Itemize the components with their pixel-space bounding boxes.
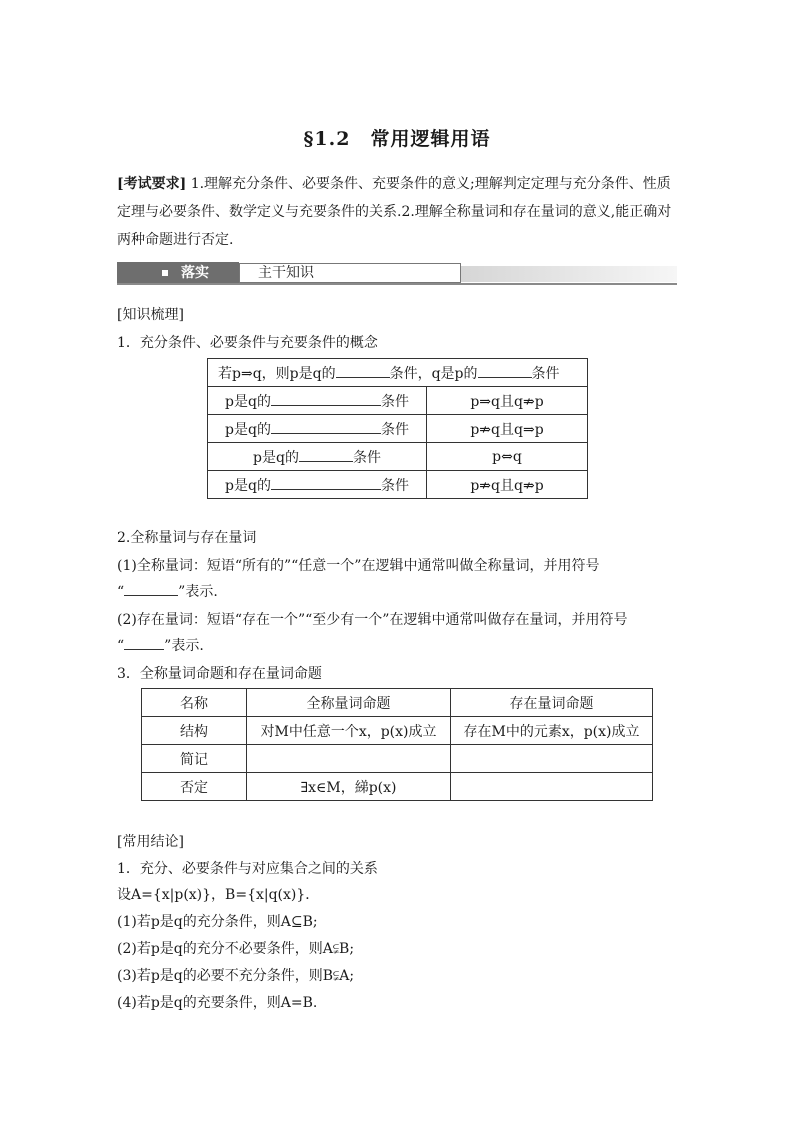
table-header-row: 名称 全称量词命题 存在量词命题	[142, 689, 653, 717]
section-banner	[117, 262, 677, 284]
conclusion-heading: 1．充分、必要条件与对应集合之间的关系	[117, 861, 378, 877]
conclusion-item: (1)若p是q的充分条件，则A⊆B;	[117, 914, 318, 930]
exam-requirements-tag: [考试要求]	[117, 176, 187, 192]
table-row: p是q的 条件 p⇏q且q⇏p	[208, 471, 588, 499]
table-row: 简记	[142, 745, 653, 773]
set-definition: 设A={x|p(x)}，B={x|q(x)}．	[117, 887, 320, 903]
square-bullet-icon	[162, 270, 168, 276]
common-conclusions-tag: [常用结论]	[117, 834, 184, 850]
quantifier-item-1-blank: “ ”表示.	[117, 581, 218, 601]
table-row: p是q的 条件 p⇏q且q⇒p	[208, 415, 588, 443]
page-title: §1.2 常用逻辑用语	[303, 128, 491, 150]
quantifier-item-1: (1)全称量词：短语“所有的”“任意一个”在逻辑中通常叫做全称量词，并用符号	[117, 558, 600, 574]
quantifier-item-2-blank: “ ”表示.	[117, 635, 204, 655]
exam-requirements-text: 1.理解充分条件、必要条件、充要条件的意义;理解判定定理与充分条件、性质定理与必要条件、数学定义与充要条件的关系.2.理解全称量词和存在量词的意义,能正确对两种命题进行否定.	[117, 176, 672, 248]
section2-heading: 2.全称量词与存在量词	[117, 530, 257, 546]
exam-requirements	[117, 170, 683, 254]
banner-dark-label: 落实	[181, 265, 209, 281]
table-row: p是q的 条件 p⇔q	[208, 443, 588, 471]
quantifier-item-2: (2)存在量词：短语“存在一个”“至少有一个”在逻辑中通常叫做存在量词，并用符号	[117, 612, 628, 628]
section3-heading: 3．全称量词命题和存在量词命题	[117, 666, 322, 682]
banner-light-label: 主干知识	[258, 265, 314, 281]
conclusion-item: (2)若p是q的充分不必要条件，则A⫋B;	[117, 941, 355, 957]
proposition-table	[141, 688, 653, 801]
table-row: p是q的 条件 p⇒q且q⇏p	[208, 387, 588, 415]
conclusion-item: (4)若p是q的充要条件，则A=B.	[117, 995, 318, 1011]
table-row: 否定 ∃x∈M，綈p(x)	[142, 773, 653, 801]
knowledge-tag: [知识梳理]	[117, 307, 184, 323]
concept-table: 若p⇒q，则p是q的 条件，q是p的 条件 p是q的 条件 p⇒q且q⇏p p是q的 条件 p⇏q且q⇒p p是q的 条件 p⇔q p是q的 条件 p⇏q且q⇏p	[207, 358, 588, 499]
conclusion-item: (3)若p是q的必要不充分条件，则B⫋A;	[117, 968, 355, 984]
table-row: 结构 对M中任意一个x，p(x)成立 存在M中的元素x，p(x)成立	[142, 717, 653, 745]
section1-heading: 1．充分条件、必要条件与充要条件的概念	[117, 335, 378, 351]
